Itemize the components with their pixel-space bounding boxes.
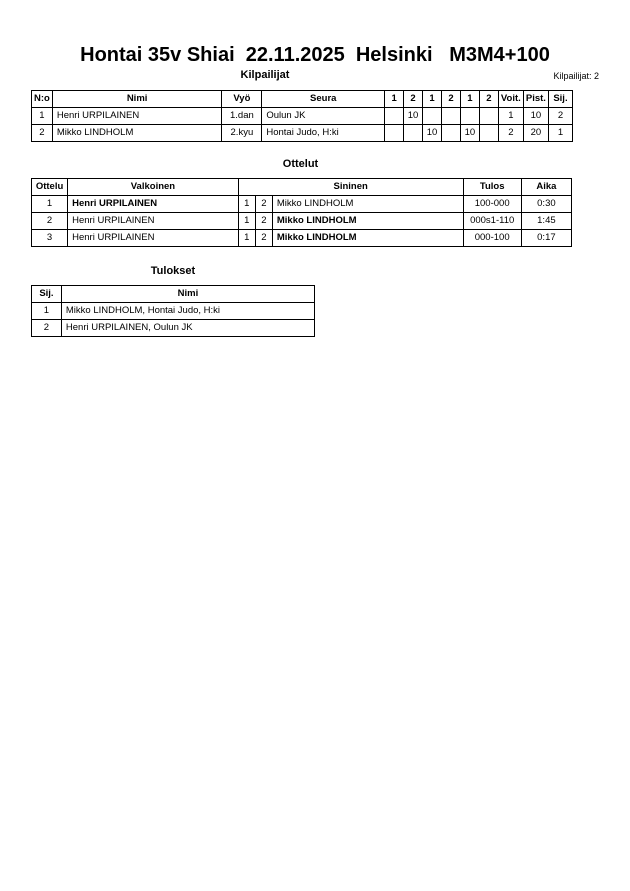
competitors-table <box>31 90 573 142</box>
col-result-name: Nimi <box>61 286 314 303</box>
competitor-belt: 1.dan <box>222 108 262 125</box>
competitor-name: Mikko LINDHOLM <box>52 125 222 142</box>
table-row <box>32 213 572 230</box>
competitor-rank: 1 <box>548 125 572 142</box>
match-result: 100-000 <box>463 196 521 213</box>
score-cell <box>385 108 404 125</box>
table-row <box>32 108 573 125</box>
match-blue-num: 2 <box>255 196 272 213</box>
col-white: Valkoinen <box>68 179 239 196</box>
col-club: Seura <box>262 91 385 108</box>
col-wins: Voit. <box>498 91 523 108</box>
col-result: Tulos <box>463 179 521 196</box>
competitors-subtitle: Kilpailijat <box>240 69 290 81</box>
match-result: 000-100 <box>463 230 521 247</box>
result-rank: 2 <box>32 320 62 337</box>
competitor-no: 2 <box>32 125 53 142</box>
competitor-belt: 2.kyu <box>222 125 262 142</box>
match-blue-num: 2 <box>255 213 272 230</box>
match-blue: Mikko LINDHOLM <box>272 230 463 247</box>
match-white-num: 1 <box>238 196 255 213</box>
col-score-1: 1 <box>385 91 404 108</box>
competitor-club: Oulun JK <box>262 108 385 125</box>
score-cell <box>385 125 404 142</box>
match-result: 000s1-110 <box>463 213 521 230</box>
page-title: Hontai 35v Shiai 22.11.2025 Helsinki M3M4+100 <box>80 44 550 66</box>
matches-header-row <box>32 179 572 196</box>
col-no: N:o <box>32 91 53 108</box>
score-cell: 10 <box>460 125 479 142</box>
match-no: 2 <box>32 213 68 230</box>
table-row <box>32 230 572 247</box>
score-cell <box>479 108 498 125</box>
col-name: Nimi <box>52 91 222 108</box>
match-time: 0:30 <box>521 196 571 213</box>
col-score-5: 1 <box>460 91 479 108</box>
matches-title: Ottelut <box>282 158 319 170</box>
match-no: 1 <box>32 196 68 213</box>
match-no: 3 <box>32 230 68 247</box>
score-cell <box>460 108 479 125</box>
score-cell <box>423 108 442 125</box>
col-rank: Sij. <box>548 91 572 108</box>
match-white: Henri URPILAINEN <box>68 230 239 247</box>
match-blue: Mikko LINDHOLM <box>272 196 463 213</box>
col-blue: Sininen <box>238 179 463 196</box>
competitor-club: Hontai Judo, H:ki <box>262 125 385 142</box>
score-cell: 10 <box>404 108 423 125</box>
match-time: 1:45 <box>521 213 571 230</box>
competitor-wins: 2 <box>498 125 523 142</box>
match-blue: Mikko LINDHOLM <box>272 213 463 230</box>
competitor-wins: 1 <box>498 108 523 125</box>
competitor-points: 10 <box>523 108 548 125</box>
col-time: Aika <box>521 179 571 196</box>
table-row <box>32 196 572 213</box>
col-score-3: 1 <box>423 91 442 108</box>
score-cell: 10 <box>423 125 442 142</box>
col-belt: Vyö <box>222 91 262 108</box>
match-blue-num: 2 <box>255 230 272 247</box>
score-cell <box>404 125 423 142</box>
result-name: Mikko LINDHOLM, Hontai Judo, H:ki <box>61 303 314 320</box>
col-score-4: 2 <box>442 91 461 108</box>
col-points: Pist. <box>523 91 548 108</box>
competitor-rank: 2 <box>548 108 572 125</box>
col-match-no: Ottelu <box>32 179 68 196</box>
score-cell <box>479 125 498 142</box>
match-white-num: 1 <box>238 230 255 247</box>
result-rank: 1 <box>32 303 62 320</box>
match-white: Henri URPILAINEN <box>68 196 239 213</box>
competitors-header-row <box>32 91 573 108</box>
table-row <box>32 303 315 320</box>
competitor-points: 20 <box>523 125 548 142</box>
score-cell <box>442 125 461 142</box>
result-name: Henri URPILAINEN, Oulun JK <box>61 320 314 337</box>
results-table <box>31 285 315 337</box>
match-white-num: 1 <box>238 213 255 230</box>
competitor-no: 1 <box>32 108 53 125</box>
competitor-name: Henri URPILAINEN <box>52 108 222 125</box>
match-white: Henri URPILAINEN <box>68 213 239 230</box>
col-result-rank: Sij. <box>32 286 62 303</box>
results-title: Tulokset <box>150 265 196 277</box>
score-cell <box>442 108 461 125</box>
col-score-2: 2 <box>404 91 423 108</box>
competitor-count: Kilpailijat: 2 <box>553 71 599 81</box>
results-header-row <box>32 286 315 303</box>
matches-table <box>31 178 572 247</box>
match-time: 0:17 <box>521 230 571 247</box>
table-row <box>32 125 573 142</box>
col-score-6: 2 <box>479 91 498 108</box>
table-row <box>32 320 315 337</box>
